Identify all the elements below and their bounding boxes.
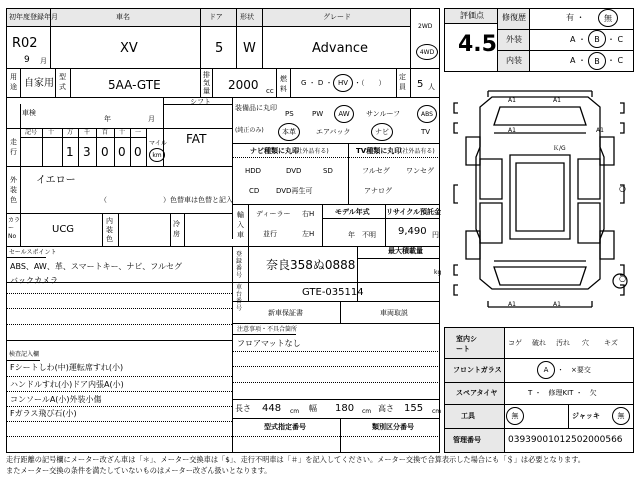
- odo-digit-3: 0: [101, 145, 109, 159]
- tv-type-sub: (社外品有る): [400, 148, 435, 155]
- diagram-a1-2: A1: [553, 97, 561, 104]
- interior-grade-circled: B: [588, 52, 606, 70]
- model-year-label: モデル年式: [335, 208, 370, 216]
- jack-value-circled: 無: [612, 407, 630, 425]
- digit-label-6: 一: [135, 129, 142, 136]
- digit-label-5: 十: [119, 129, 126, 136]
- odo-digit-5: 0: [134, 145, 142, 159]
- sheet-item-2: 破れ: [532, 339, 546, 347]
- navi-sd: SD: [323, 167, 333, 175]
- usage-label: 用途: [10, 73, 17, 91]
- caution-line-1: フロアマットなし: [237, 339, 301, 348]
- manual-label: 車両取説: [380, 309, 408, 317]
- diagram-a1-6: A1: [553, 301, 561, 308]
- reg-month: 9: [24, 55, 30, 65]
- shift-value: FAT: [186, 132, 207, 146]
- digit-label-3: 千: [84, 129, 91, 136]
- grade-value: Advance: [312, 41, 368, 56]
- repair-yes: 有 ・: [566, 13, 585, 22]
- interior-c: ・ C: [607, 56, 624, 65]
- jack-label: ジャッキ: [572, 412, 600, 420]
- capacity-label: 定員: [399, 73, 406, 91]
- equip-tv: TV: [421, 128, 431, 136]
- color-value: イエロー: [36, 175, 76, 186]
- car-name: XV: [120, 41, 138, 56]
- caution-label: 注意事項・不具合箇所: [237, 326, 298, 333]
- exterior-a: A ・: [570, 35, 587, 44]
- km-circled: km: [149, 148, 165, 162]
- interior-label: 内装: [506, 56, 522, 65]
- sheet-item-1: コゲ: [508, 339, 522, 347]
- recycle-fee-label: リサイクル預託金: [386, 208, 442, 216]
- exterior-c: ・ C: [607, 35, 624, 44]
- drive-4wd-circled: 4WD: [416, 44, 438, 60]
- score-label: 評価点: [460, 11, 484, 20]
- model-year-value: 年 不明: [348, 231, 376, 239]
- exterior-label: 外装: [506, 35, 522, 44]
- height-unit: cm: [432, 408, 442, 415]
- diagram-a1-3: A1: [508, 127, 516, 134]
- inspection-month-unit: 月: [148, 115, 155, 123]
- capacity-unit: 人: [428, 83, 435, 91]
- model-label: 型式: [59, 73, 66, 91]
- door-count: 5: [215, 41, 224, 56]
- interior-a: A ・: [570, 56, 587, 65]
- navi-hdd: HDD: [245, 167, 262, 175]
- import-parallel: 並行: [263, 230, 277, 238]
- equip-abs-circled: ABS: [417, 105, 437, 123]
- odo-digit-2: 3: [83, 145, 91, 159]
- left-handle: 左H: [302, 230, 315, 238]
- navi-type-sub: (社外品有る): [294, 148, 329, 155]
- type-designation-label: 型式指定番号: [264, 423, 306, 431]
- width-label: 幅: [309, 404, 317, 413]
- color-note: （ ）色替車は色替と記入: [100, 196, 233, 204]
- odo-digit-1: 1: [66, 145, 74, 159]
- digit-label-0: 記号: [25, 129, 38, 136]
- navi-type-label: ナビ種類に丸印: [250, 147, 299, 155]
- door-label: ドア: [209, 13, 223, 21]
- odo-label: 走行: [10, 138, 17, 156]
- front-glass-rest: ・ ×要交: [557, 366, 591, 374]
- yen-unit: 円: [432, 231, 439, 239]
- kg-unit: kg: [434, 269, 442, 276]
- import-dealer: ディーラー: [256, 210, 291, 218]
- usage-value: 自家用: [24, 78, 54, 89]
- interior-sheet-label: 室内シート: [456, 335, 477, 353]
- inspector-note-3: コンソールA(小)外装小傷: [10, 395, 102, 404]
- displacement-value: 2000: [228, 78, 259, 92]
- digit-label-4: 百: [102, 129, 109, 136]
- length-label: 長さ: [235, 404, 251, 413]
- tools-value-circled: 無: [506, 407, 524, 425]
- right-handle: 右H: [302, 210, 315, 218]
- digit-label-2: 万: [67, 129, 74, 136]
- diagram-mark-2: ○: [619, 274, 626, 283]
- height-value: 155: [404, 403, 424, 414]
- inspection-year-unit: 年: [104, 115, 111, 123]
- equipment-label: 装備品に丸印: [235, 104, 277, 112]
- repair-label: 修復歴: [502, 13, 526, 22]
- navi-dvd-play: DVD再生可: [276, 187, 313, 195]
- shift-label: シフト: [190, 98, 211, 106]
- odo-digit-4: 0: [118, 145, 126, 159]
- mile-label: マイル: [149, 140, 167, 147]
- fuel-label: 燃料: [280, 75, 287, 93]
- diagram-a1-1: A1: [508, 97, 516, 104]
- body-shape: W: [243, 41, 256, 56]
- grade-label: グレード: [323, 13, 351, 21]
- mgmt-number: 03939001012502000566: [508, 435, 623, 445]
- equip-aw-circled: AW: [334, 105, 354, 123]
- warranty-label: 新車保証書: [268, 309, 303, 317]
- fuel-options: G ・ D ・: [301, 79, 333, 87]
- inspector-note-4: Fガラス飛び石(小): [10, 409, 77, 418]
- digit-label-1: 十: [48, 129, 55, 136]
- displacement-label: 排気量: [203, 71, 210, 95]
- footer-line-1: 走行距離の記号欄にメーター改ざん車は「＊」、メーター交換車は「$」、走行不明車は「＃」を記入してください。メーター交換で合算表示した場合にも「＄」は必要となります。: [6, 455, 585, 464]
- navi-cd: CD: [249, 187, 260, 195]
- capacity-value: 5: [417, 79, 424, 90]
- front-glass-label: フロントガラス: [453, 366, 502, 374]
- front-glass-a-circled: A: [537, 361, 555, 379]
- cc-unit: cc: [266, 87, 274, 95]
- diagram-a1-4: A1: [596, 127, 604, 134]
- inspector-note-1: Fシートしわ(中)運転席すれ(小): [10, 363, 124, 372]
- interior-color-label: 内装色: [106, 217, 113, 243]
- sheet-item-3: 汚れ: [556, 339, 570, 347]
- sheet-item-5: キズ: [604, 339, 618, 347]
- category-label: 類別区分番号: [372, 423, 414, 431]
- diagram-mark-1: ○: [619, 184, 626, 193]
- plate-label: 登録番号: [236, 251, 243, 279]
- shape-label: 形状: [240, 13, 254, 21]
- inspector-label: 検査記入欄: [9, 351, 40, 358]
- import-label: 輸入車: [237, 211, 244, 239]
- plate-value: 奈良358ぬ0888: [266, 258, 356, 272]
- equip-leather-circled: 本革: [278, 123, 300, 141]
- equipment-sublabel: (純正のみ): [235, 127, 264, 134]
- diagram-kg: Ｋ/G: [553, 145, 566, 152]
- recycle-fee-value: 9,490: [398, 226, 427, 237]
- equip-sunroof: サンルーフ: [366, 110, 401, 118]
- fuel-hv-circled: HV: [333, 74, 353, 92]
- reg-year: R02: [12, 36, 38, 51]
- damage-diagram: [444, 85, 640, 320]
- chassis-value: GTE-035114: [302, 287, 364, 298]
- equip-airbag: エアバック: [316, 128, 351, 136]
- inspection-label: 車検: [22, 109, 36, 117]
- exterior-grade-circled: B: [588, 30, 606, 48]
- max-load-label: 最大積載量: [388, 247, 423, 255]
- tv-fullseg: フルセグ: [362, 167, 390, 175]
- equip-ps: PS: [285, 110, 294, 118]
- spare-tire-label: スペアタイヤ: [456, 389, 498, 397]
- fuel-other: ・（ ）: [354, 79, 386, 87]
- color-no-value: UCG: [52, 224, 75, 235]
- length-unit: cm: [290, 408, 300, 415]
- repair-no-circled: 無: [598, 9, 618, 27]
- tools-label: 工具: [461, 412, 475, 420]
- sheet-item-4: 穴: [582, 339, 589, 347]
- color-label: 外装色: [10, 176, 17, 204]
- height-label: 高さ: [378, 404, 394, 413]
- sales-point-label: セールスポイント: [9, 249, 57, 256]
- first-reg-label: 初年度登録年月: [9, 13, 58, 21]
- sales-point-line-2: バックカメラ: [10, 276, 58, 285]
- mgmt-label: 管理番号: [453, 436, 481, 444]
- tv-oneseg: ワンセグ: [406, 167, 434, 175]
- footer-line-2: またメーター交換の条件を満たしていないものはメーター改ざん扱いとなります。: [6, 466, 272, 475]
- spare-tire-options: T ・ 修理KIT ・ 欠: [528, 389, 597, 397]
- sales-point-line-1: ABS、AW、革、スマートキー、ナビ、フルセグ: [10, 262, 182, 271]
- equip-pw: PW: [312, 110, 324, 118]
- color-no-label: カラーNo: [8, 217, 21, 240]
- tv-analog: アナログ: [364, 187, 392, 195]
- navi-dvd: DVD: [286, 167, 302, 175]
- cooling-label: 冷房: [173, 220, 180, 238]
- chassis-label: 車台番号: [236, 284, 243, 312]
- length-value: 448: [262, 403, 282, 414]
- diagram-a1-5: A1: [508, 301, 516, 308]
- equip-navi-circled: ナビ: [371, 123, 393, 141]
- inspector-note-2: ハンドルすれ(小)ドア内張A(小): [10, 380, 124, 389]
- width-unit: cm: [362, 408, 372, 415]
- score-value: 4.5: [458, 32, 497, 57]
- drive-2wd: 2WD: [418, 23, 433, 30]
- car-name-label: 車名: [116, 13, 130, 21]
- width-value: 180: [335, 403, 355, 414]
- tv-type-label: TV種類に丸印: [356, 147, 402, 155]
- month-unit: 月: [40, 57, 47, 65]
- model-value: 5AA-GTE: [108, 78, 161, 92]
